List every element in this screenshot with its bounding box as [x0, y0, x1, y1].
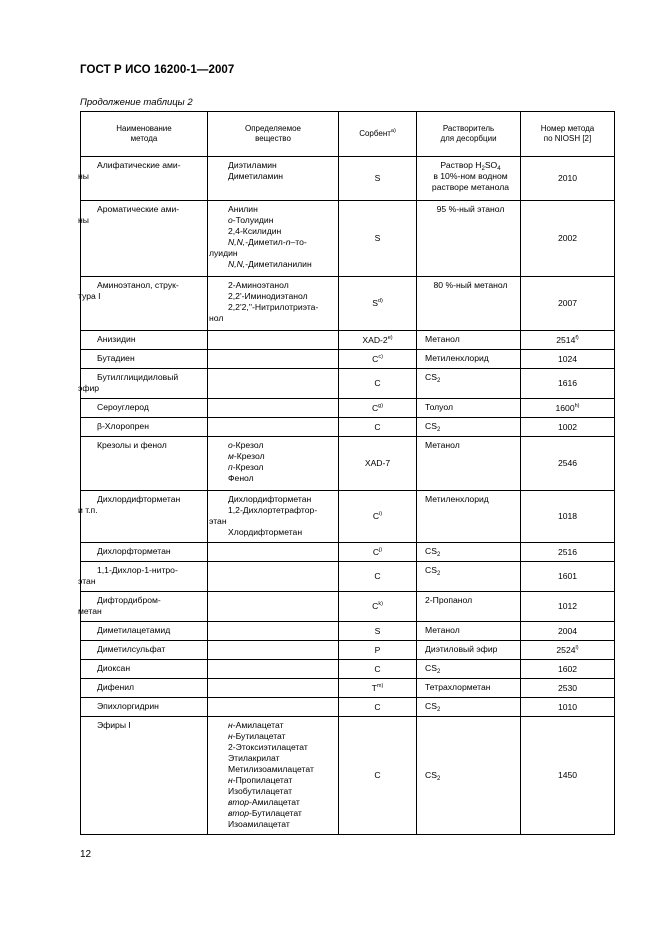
table-row: Дихлордифторметан и т.п. Дихлордифторметан 1,2-Дихлортетрафтор- этан Хлордифторметан $C^{i)}$ Метиленхлорид 1018: [81, 491, 615, 543]
header-sorbent: Сорбент$^{a)}$: [339, 112, 417, 157]
header-analyte: Определяемое вещество: [208, 112, 339, 157]
table-row: Диоксан C $CS_2$ 1602: [81, 660, 615, 679]
header-method: Номер метода по NIOSH [2]: [521, 112, 615, 157]
table-row: Бутадиен $C^{c)}$ Метиленхлорид 1024: [81, 350, 615, 369]
table-row: Диметилацетамид S Метанол 2004: [81, 622, 615, 641]
table-row: Сероуглерод $C^{g)}$ Толуол 1600$^{h)}$: [81, 399, 615, 418]
table-row: Диметилсульфат P Диэтиловый эфир 2524$^{l)}$: [81, 641, 615, 660]
page-number: 12: [80, 849, 92, 860]
table-row: Анизидин XAD-2$^{e)}$ Метанол 2514$^{f)}$: [81, 331, 615, 350]
table-header-row: [81, 112, 615, 157]
table-row: Эфиры I н-Амилацетат н-Бутилацетат 2-Этоксиэтилацетат Этилакрилат Метилизоамилацетат н-Пропилацетат Изобутилацетат втор-Амилацетат втор-Бутилацетат Изоамилацетат C $CS_2$ 1450: [81, 717, 615, 835]
header-name: Наименование метода: [81, 112, 208, 157]
table-row: Ароматические ами- ны Анилин о-Толуидин 2,4-Ксилидин N,N,-Диметил-n–то- луидин N,N,-Диметиланилин S 95 %-ный этанол 2002: [81, 201, 615, 277]
table-caption: Продолжение таблицы 2: [80, 97, 193, 108]
header-solvent: Растворитель для десорбции: [417, 112, 521, 157]
methods-table: [80, 111, 615, 835]
table-row: Алифатические ами- ны Диэтиламин Диметиламин S Раствор $H_2SO_4$ в 10%-ном водном растворе метанола 2010: [81, 157, 615, 201]
table-row: Бутилглицидиловый эфир C $CS_2$ 1616: [81, 369, 615, 399]
document-title: ГОСТ Р ИСО 16200-1—2007: [80, 64, 235, 76]
table-row: Дихлорфторметан $C^{j)}$ $CS_2$ 2516: [81, 543, 615, 562]
table-row: Дифтордибром- метан $C^{k)}$ 2-Пропанол 1012: [81, 592, 615, 622]
table-row: Эпихлоргидрин C $CS_2$ 1010: [81, 698, 615, 717]
table-row: Крезолы и фенол о-Крезол м-Крезол п-Крезол Фенол XAD-7 Метанол 2546: [81, 437, 615, 491]
table-row: Дифенил $T^{m)}$ Тетрахлорметан 2530: [81, 679, 615, 698]
table-row: 1,1-Дихлор-1-нитро- этан C $CS_2$ 1601: [81, 562, 615, 592]
table-row: Аминоэтанол, струк- тура I 2-Аминоэтанол 2,2'-Иминодиэтанол 2,2'2,''-Нитрилотриэта- нол $S^{d)}$ 80 %-ный метанол 2007: [81, 277, 615, 331]
table-row: β-Хлоропрен C $CS_2$ 1002: [81, 418, 615, 437]
